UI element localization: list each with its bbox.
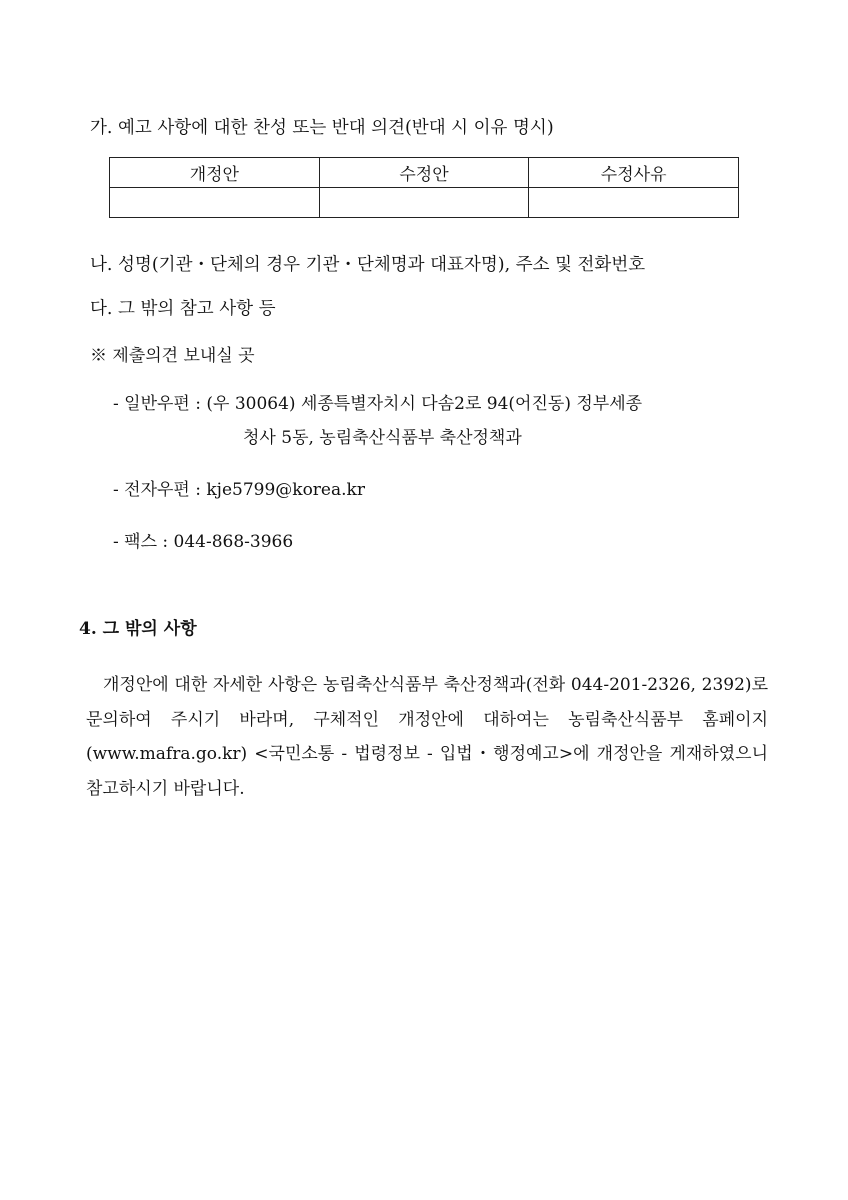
table-cell-reason (529, 188, 739, 218)
table-row (110, 188, 739, 218)
table-header-row (110, 158, 739, 188)
opinion-table (109, 157, 739, 218)
section-ga-heading: 가. 예고 사항에 대한 찬성 또는 반대 의견(반대 시 이유 명시) (90, 118, 554, 138)
table-header-reason: 수정사유 (529, 158, 739, 188)
other-matters-paragraph: 개정안에 대한 자세한 사항은 농림축산식품부 축산정책과(전화 044-201-2326, 2392)로 문의하여 주시기 바라며, 구체적인 개정안에 대하여는 농림축산식품부 홈페이지(www.mafra.go.kr) <국민소통 - 법령정보 - 입법・행정예고>에 개정안을 게재하였으니 참고하시기 바랍니다. (86, 675, 768, 799)
section-da-heading: 다. 그 밖의 참고 사항 등 (90, 299, 276, 319)
postal-address-line1: - 일반우편 : (우 30064) 세종특별자치시 다솜2로 94(어진동) 정부세종 (113, 394, 643, 414)
table-header-revision: 수정안 (319, 158, 529, 188)
section-na-heading: 나. 성명(기관・단체의 경우 기관・단체명과 대표자명), 주소 및 전화번호 (90, 255, 646, 275)
postal-address-line2: 청사 5동, 농림축산식품부 축산정책과 (243, 428, 522, 448)
section-4-heading: 4. 그 밖의 사항 (79, 619, 197, 639)
fax-line: - 팩스 : 044-868-3966 (113, 532, 294, 552)
table-header-amendment: 개정안 (110, 158, 320, 188)
email-line: - 전자우편 : kje5799@korea.kr (113, 480, 365, 500)
table-cell-revision (319, 188, 529, 218)
table-cell-amendment (110, 188, 320, 218)
submit-note: ※ 제출의견 보내실 곳 (90, 346, 255, 366)
